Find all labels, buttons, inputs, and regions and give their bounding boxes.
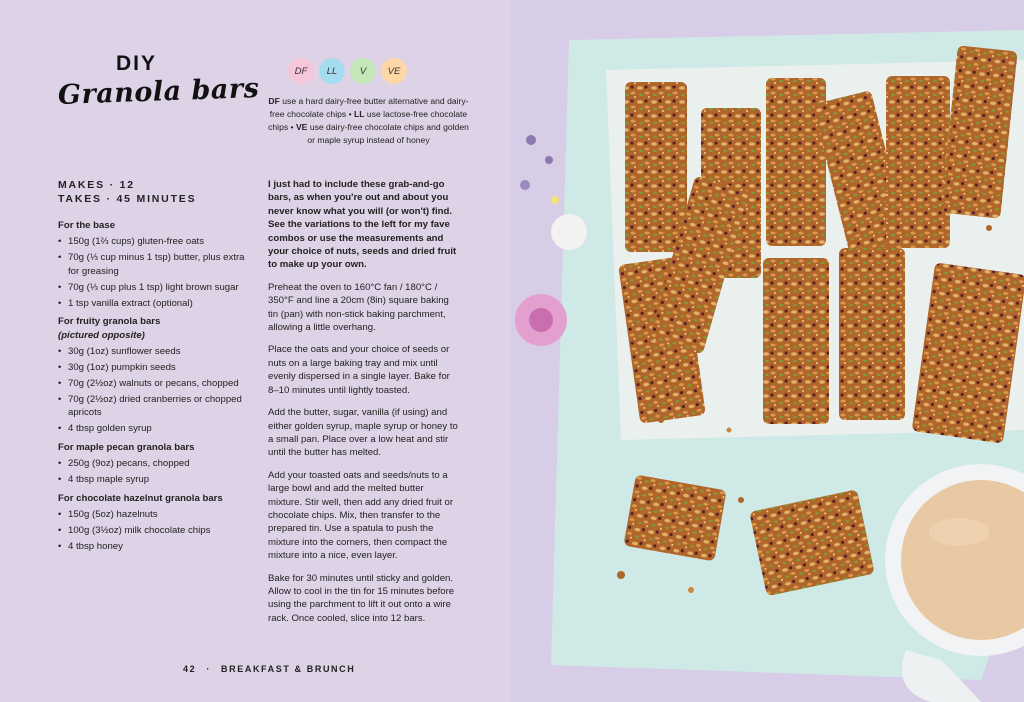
diet-note-text: use a hard dairy-free butter alternative and dairy-free chocolate chips	[269, 96, 469, 119]
takes-time: TAKES · 45 MINUTES	[58, 193, 197, 205]
page-number: 42	[183, 664, 197, 674]
ingredient-item: • 150g (5oz) hazelnuts	[58, 508, 248, 521]
ingredient-item: • 150g (1⅔ cups) gluten-free oats	[58, 235, 248, 248]
method-step: Add the butter, sugar, vanilla (if using) and either golden syrup, maple syrup or honey to a small pan. Place over a low heat and stir until the butter has melted.	[268, 407, 458, 459]
granola-bars-photo	[511, 0, 1024, 702]
diet-note-code: VE	[295, 122, 308, 132]
recipe-title: Granola bars	[57, 72, 260, 111]
ingredient-item: • 70g (⅓ cup plus 1 tsp) light brown sugar	[58, 281, 248, 294]
yield-info	[58, 178, 196, 206]
badge-dairy-free: DF	[288, 58, 314, 84]
ingredient-heading: For chocolate hazelnut granola bars	[58, 492, 223, 504]
diet-note-code: LL	[354, 109, 365, 119]
badge-low-lactose: LL	[319, 58, 345, 84]
diet-note-text: use lactose-free chocolate chips	[268, 109, 468, 132]
ingredient-heading: For fruity granola bars	[58, 316, 161, 328]
badge-vegan: VE	[381, 58, 407, 84]
granola-bar	[763, 258, 829, 424]
ingredients-list	[58, 219, 248, 556]
diet-note-text: use dairy-free chocolate chips and golden or maple syrup instead of honey	[307, 122, 469, 145]
ingredient-item: • 4 tbsp maple syrup	[58, 473, 248, 486]
ingredient-item: • 4 tbsp golden syrup	[58, 422, 248, 435]
ingredient-item: • 30g (1oz) pumpkin seeds	[58, 361, 248, 374]
granola-bar	[886, 76, 950, 248]
ingredient-item: • 4 tbsp honey	[58, 540, 248, 553]
diet-notes: DF use a hard dairy-free butter alternative and dairy-free chocolate chips • LL use lactose-free chocolate chips • VE use dairy-free chocolate chips and golden or maple syrup instead of honey	[268, 96, 469, 145]
ingredient-subheading: (pictured opposite)	[58, 329, 145, 341]
method-step: Place the oats and your choice of seeds or nuts on a large baking tray and mix until evenly dispersed in a single layer. Bake for 8–10 minutes until lightly toasted.	[268, 344, 450, 396]
makes-count: MAKES · 12	[58, 179, 135, 191]
footer-separator: ·	[206, 664, 211, 674]
title-prefix: DIY	[116, 52, 158, 75]
page-footer	[183, 664, 355, 674]
ingredient-item: • 100g (3½oz) milk chocolate chips	[58, 524, 248, 537]
method-step: Bake for 30 minutes until sticky and golden. Allow to cool in the tin for 15 minutes before using the parchment to lift it out onto a wire rack. Once cooled, slice into 12 bars.	[268, 572, 455, 624]
ingredient-group	[58, 235, 248, 310]
method	[268, 178, 460, 634]
granola-bar	[839, 248, 905, 420]
ingredient-group	[58, 345, 248, 436]
ingredient-item: • 1 tsp vanilla extract (optional)	[58, 297, 248, 310]
photo-illustration	[511, 0, 1024, 702]
method-step: Add your toasted oats and seeds/nuts to a large bowl and add the melted butter mixture. Stir well, then add any dried fruit or chocolate chips. Mix, then transfer to the prepared tin. Use a spatula to push the mixture into the corners, then compact the mixture into a nice, even layer.	[268, 469, 454, 562]
granola-bar	[766, 78, 826, 246]
ingredient-item: • 250g (9oz) pecans, chopped	[58, 457, 248, 470]
ingredient-heading: For the base	[58, 220, 116, 231]
ingredient-group	[58, 508, 248, 553]
ingredient-heading: For maple pecan granola bars	[58, 441, 195, 453]
granola-bar	[625, 82, 687, 252]
ingredient-item: • 70g (⅓ cup minus 1 tsp) butter, plus extra for greasing	[58, 251, 248, 278]
badge-vegetarian: V	[350, 58, 376, 84]
ingredient-item: • 70g (2½oz) dried cranberries or chopped apricots	[58, 393, 248, 420]
section-name: BREAKFAST & BRUNCH	[221, 664, 356, 674]
method-step: Preheat the oven to 160°C fan / 180°C / 350°F and line a 20cm (8in) square baking tin (pan) with non-stick baking parchment, allowing a little overhang.	[268, 281, 449, 334]
ingredient-group	[58, 457, 248, 486]
recipe-page	[0, 0, 511, 702]
ingredient-item: • 30g (1oz) sunflower seeds	[58, 345, 248, 358]
method-intro: I just had to include these grab-and-go bars, as when you're out and about you never know what you will (or won't) find. See the variations to the left for my fave combos or use the measurements and your choice of nuts, seeds and dried fruit to make up your own.	[268, 179, 457, 271]
diet-note-code: DF	[268, 96, 280, 106]
ingredient-item: • 70g (2½oz) walnuts or pecans, chopped	[58, 377, 248, 390]
diet-badges	[288, 58, 407, 84]
